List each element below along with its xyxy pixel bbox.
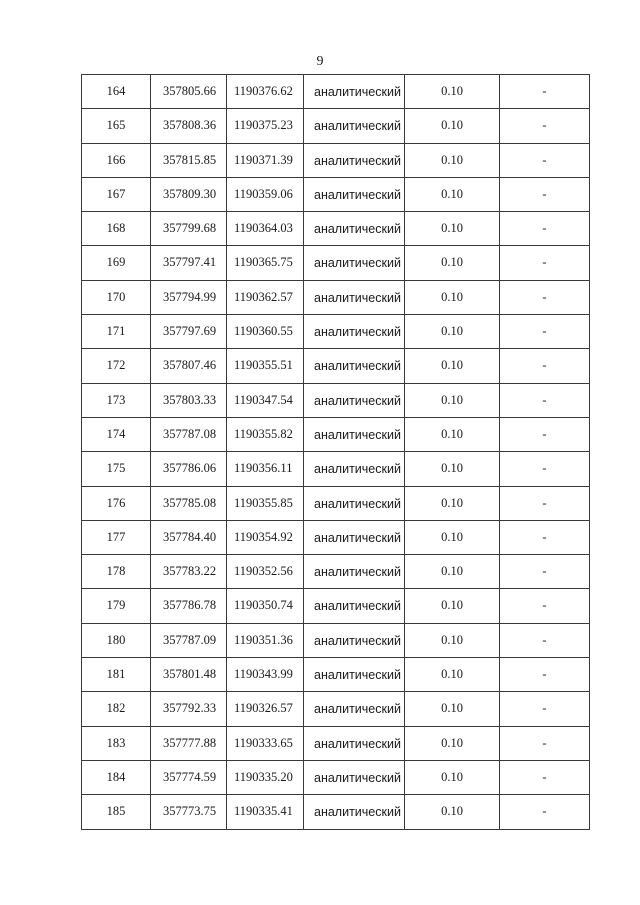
x-coordinate-cell: 357809.30 — [151, 177, 227, 211]
description-cell: - — [500, 555, 590, 589]
point-number-cell: 182 — [82, 692, 151, 726]
y-coordinate-cell: 1190355.82 — [227, 417, 304, 451]
method-cell: аналитический — [304, 589, 405, 623]
y-coordinate-cell: 1190347.54 — [227, 383, 304, 417]
description-cell: - — [500, 726, 590, 760]
x-coordinate-cell: 357794.99 — [151, 280, 227, 314]
x-coordinate-cell: 357774.59 — [151, 760, 227, 794]
y-coordinate-cell: 1190376.62 — [227, 75, 304, 109]
table-row — [82, 280, 590, 314]
table-row — [82, 795, 590, 829]
table-row — [82, 589, 590, 623]
accuracy-cell: 0.10 — [405, 520, 500, 554]
accuracy-cell: 0.10 — [405, 349, 500, 383]
description-cell: - — [500, 143, 590, 177]
y-coordinate-cell: 1190356.11 — [227, 452, 304, 486]
y-coordinate-cell: 1190333.65 — [227, 726, 304, 760]
y-coordinate-cell: 1190365.75 — [227, 246, 304, 280]
point-number-cell: 165 — [82, 109, 151, 143]
method-cell: аналитический — [304, 75, 405, 109]
page-number: 9 — [316, 54, 324, 69]
y-coordinate-cell: 1190354.92 — [227, 520, 304, 554]
point-number-cell: 172 — [82, 349, 151, 383]
x-coordinate-cell: 357786.78 — [151, 589, 227, 623]
table-row — [82, 555, 590, 589]
method-cell: аналитический — [304, 555, 405, 589]
method-cell: аналитический — [304, 795, 405, 829]
point-number-cell: 170 — [82, 280, 151, 314]
point-number-cell: 179 — [82, 589, 151, 623]
point-number-cell: 177 — [82, 520, 151, 554]
y-coordinate-cell: 1190335.41 — [227, 795, 304, 829]
point-number-cell: 185 — [82, 795, 151, 829]
accuracy-cell: 0.10 — [405, 795, 500, 829]
accuracy-cell: 0.10 — [405, 726, 500, 760]
method-cell: аналитический — [304, 623, 405, 657]
x-coordinate-cell: 357787.09 — [151, 623, 227, 657]
table-row — [82, 246, 590, 280]
method-cell: аналитический — [304, 452, 405, 486]
description-cell: - — [500, 760, 590, 794]
method-cell: аналитический — [304, 692, 405, 726]
table-row — [82, 109, 590, 143]
y-coordinate-cell: 1190371.39 — [227, 143, 304, 177]
method-cell: аналитический — [304, 658, 405, 692]
table-row — [82, 212, 590, 246]
accuracy-cell: 0.10 — [405, 75, 500, 109]
description-cell: - — [500, 417, 590, 451]
table-row — [82, 315, 590, 349]
x-coordinate-cell: 357787.08 — [151, 417, 227, 451]
x-coordinate-cell: 357785.08 — [151, 486, 227, 520]
y-coordinate-cell: 1190360.55 — [227, 315, 304, 349]
point-number-cell: 181 — [82, 658, 151, 692]
table-row — [82, 726, 590, 760]
x-coordinate-cell: 357807.46 — [151, 349, 227, 383]
table-row — [82, 452, 590, 486]
description-cell: - — [500, 280, 590, 314]
table-row — [82, 177, 590, 211]
table-row — [82, 383, 590, 417]
y-coordinate-cell: 1190351.36 — [227, 623, 304, 657]
point-number-cell: 169 — [82, 246, 151, 280]
method-cell: аналитический — [304, 349, 405, 383]
description-cell: - — [500, 692, 590, 726]
description-cell: - — [500, 658, 590, 692]
x-coordinate-cell: 357797.69 — [151, 315, 227, 349]
point-number-cell: 173 — [82, 383, 151, 417]
method-cell: аналитический — [304, 143, 405, 177]
accuracy-cell: 0.10 — [405, 623, 500, 657]
y-coordinate-cell: 1190359.06 — [227, 177, 304, 211]
accuracy-cell: 0.10 — [405, 760, 500, 794]
method-cell: аналитический — [304, 177, 405, 211]
point-number-cell: 178 — [82, 555, 151, 589]
point-number-cell: 164 — [82, 75, 151, 109]
x-coordinate-cell: 357792.33 — [151, 692, 227, 726]
description-cell: - — [500, 177, 590, 211]
x-coordinate-cell: 357799.68 — [151, 212, 227, 246]
accuracy-cell: 0.10 — [405, 417, 500, 451]
point-number-cell: 166 — [82, 143, 151, 177]
y-coordinate-cell: 1190343.99 — [227, 658, 304, 692]
point-number-cell: 171 — [82, 315, 151, 349]
method-cell: аналитический — [304, 109, 405, 143]
table-row — [82, 417, 590, 451]
x-coordinate-cell: 357797.41 — [151, 246, 227, 280]
accuracy-cell: 0.10 — [405, 452, 500, 486]
x-coordinate-cell: 357784.40 — [151, 520, 227, 554]
table-row — [82, 75, 590, 109]
method-cell: аналитический — [304, 520, 405, 554]
point-number-cell: 176 — [82, 486, 151, 520]
table-body — [82, 75, 590, 830]
accuracy-cell: 0.10 — [405, 177, 500, 211]
description-cell: - — [500, 486, 590, 520]
method-cell: аналитический — [304, 280, 405, 314]
accuracy-cell: 0.10 — [405, 315, 500, 349]
y-coordinate-cell: 1190352.56 — [227, 555, 304, 589]
x-coordinate-cell: 357786.06 — [151, 452, 227, 486]
method-cell: аналитический — [304, 212, 405, 246]
table-row — [82, 349, 590, 383]
coordinates-table — [81, 74, 590, 830]
y-coordinate-cell: 1190362.57 — [227, 280, 304, 314]
method-cell: аналитический — [304, 486, 405, 520]
accuracy-cell: 0.10 — [405, 692, 500, 726]
y-coordinate-cell: 1190350.74 — [227, 589, 304, 623]
method-cell: аналитический — [304, 417, 405, 451]
table-row — [82, 658, 590, 692]
description-cell: - — [500, 589, 590, 623]
table-row — [82, 486, 590, 520]
method-cell: аналитический — [304, 246, 405, 280]
point-number-cell: 180 — [82, 623, 151, 657]
method-cell: аналитический — [304, 315, 405, 349]
description-cell: - — [500, 520, 590, 554]
description-cell: - — [500, 349, 590, 383]
y-coordinate-cell: 1190326.57 — [227, 692, 304, 726]
point-number-cell: 184 — [82, 760, 151, 794]
description-cell: - — [500, 109, 590, 143]
x-coordinate-cell: 357783.22 — [151, 555, 227, 589]
point-number-cell: 167 — [82, 177, 151, 211]
description-cell: - — [500, 623, 590, 657]
description-cell: - — [500, 795, 590, 829]
accuracy-cell: 0.10 — [405, 280, 500, 314]
accuracy-cell: 0.10 — [405, 246, 500, 280]
x-coordinate-cell: 357773.75 — [151, 795, 227, 829]
x-coordinate-cell: 357815.85 — [151, 143, 227, 177]
accuracy-cell: 0.10 — [405, 555, 500, 589]
description-cell: - — [500, 452, 590, 486]
description-cell: - — [500, 75, 590, 109]
description-cell: - — [500, 212, 590, 246]
table-row — [82, 692, 590, 726]
accuracy-cell: 0.10 — [405, 658, 500, 692]
accuracy-cell: 0.10 — [405, 383, 500, 417]
method-cell: аналитический — [304, 383, 405, 417]
y-coordinate-cell: 1190335.20 — [227, 760, 304, 794]
method-cell: аналитический — [304, 726, 405, 760]
point-number-cell: 183 — [82, 726, 151, 760]
y-coordinate-cell: 1190375.23 — [227, 109, 304, 143]
table-row — [82, 623, 590, 657]
y-coordinate-cell: 1190355.85 — [227, 486, 304, 520]
accuracy-cell: 0.10 — [405, 486, 500, 520]
description-cell: - — [500, 383, 590, 417]
x-coordinate-cell: 357803.33 — [151, 383, 227, 417]
x-coordinate-cell: 357808.36 — [151, 109, 227, 143]
y-coordinate-cell: 1190364.03 — [227, 212, 304, 246]
table-row — [82, 143, 590, 177]
accuracy-cell: 0.10 — [405, 109, 500, 143]
y-coordinate-cell: 1190355.51 — [227, 349, 304, 383]
method-cell: аналитический — [304, 760, 405, 794]
table-row — [82, 760, 590, 794]
description-cell: - — [500, 246, 590, 280]
accuracy-cell: 0.10 — [405, 212, 500, 246]
x-coordinate-cell: 357777.88 — [151, 726, 227, 760]
accuracy-cell: 0.10 — [405, 143, 500, 177]
accuracy-cell: 0.10 — [405, 589, 500, 623]
x-coordinate-cell: 357805.66 — [151, 75, 227, 109]
table-row — [82, 520, 590, 554]
description-cell: - — [500, 315, 590, 349]
point-number-cell: 168 — [82, 212, 151, 246]
x-coordinate-cell: 357801.48 — [151, 658, 227, 692]
point-number-cell: 175 — [82, 452, 151, 486]
point-number-cell: 174 — [82, 417, 151, 451]
